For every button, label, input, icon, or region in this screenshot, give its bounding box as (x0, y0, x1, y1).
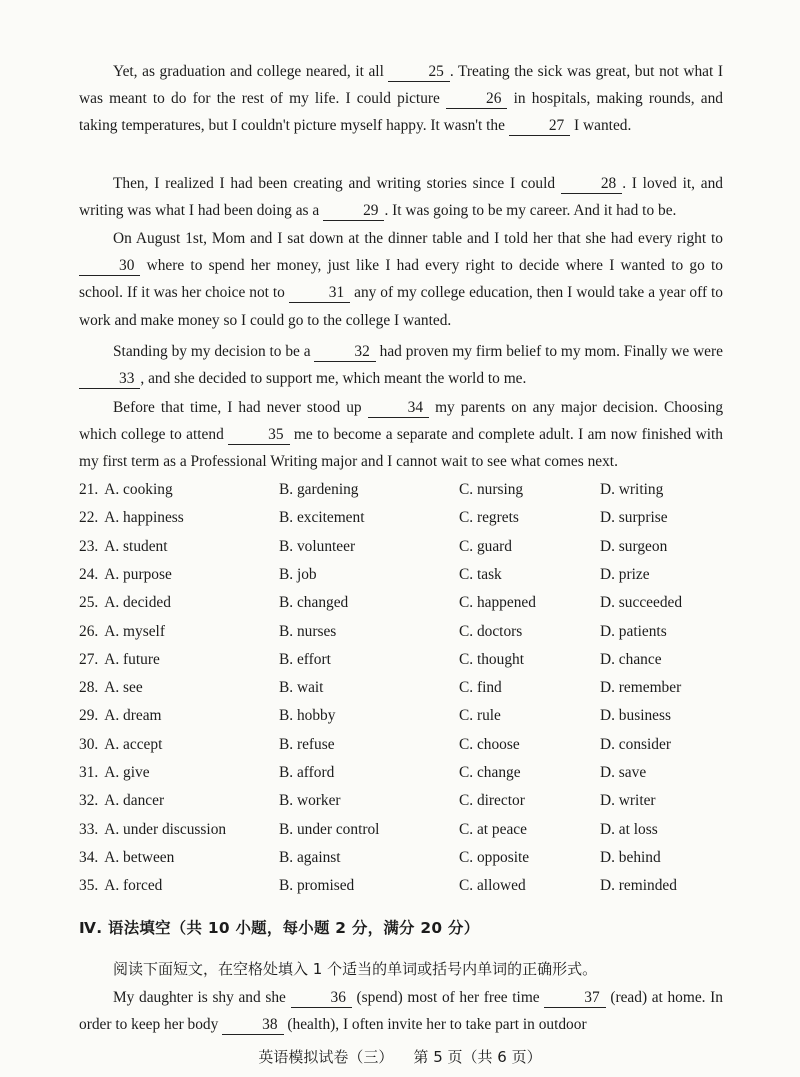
passage-text: . It was going to be my career. And it had to be. (384, 202, 677, 220)
option-a (79, 736, 162, 754)
option-text: A. happiness (104, 509, 184, 527)
option-c: C. doctors (459, 622, 523, 640)
passage-paragraph (79, 58, 723, 140)
passage-paragraph (79, 170, 723, 224)
option-a (79, 566, 172, 584)
option-d: D. succeeded (600, 594, 683, 612)
option-text: A. between (104, 848, 175, 866)
option-d: D. writer (600, 792, 656, 810)
question-number: 35. (79, 877, 99, 895)
option-b: B. against (279, 848, 341, 866)
option-a (79, 679, 143, 697)
option-d: D. surgeon (600, 537, 668, 555)
option-c: C. change (459, 764, 521, 781)
option-b: B. volunteer (279, 537, 356, 555)
blank-25: 25 (388, 63, 449, 82)
passage-text: Before that time, I had never stood up (113, 399, 368, 416)
option-c: C. regrets (459, 509, 519, 527)
option-row (79, 623, 739, 651)
question-number: 23. (79, 537, 99, 555)
question-number: 31. (79, 764, 99, 781)
option-b: B. effort (279, 650, 331, 668)
option-c: C. thought (459, 650, 524, 668)
option-d: D. consider (600, 735, 671, 753)
option-c: C. happened (459, 594, 536, 612)
option-a (79, 707, 162, 725)
blank-28: 28 (561, 175, 622, 194)
option-row (79, 679, 739, 707)
option-c: C. director (459, 792, 525, 810)
option-text: A. see (104, 679, 143, 697)
question-number: 26. (79, 622, 99, 640)
passage-paragraph (79, 338, 723, 392)
passage-text: Standing by my decision to be a (113, 343, 315, 360)
option-row (79, 538, 739, 566)
option-b: B. afford (279, 764, 335, 781)
blank-37: 37 (544, 989, 605, 1008)
option-text: A. give (104, 764, 150, 781)
option-a (79, 764, 150, 782)
option-text: A. purpose (104, 565, 172, 583)
question-number: 30. (79, 735, 99, 753)
option-c: C. at peace (459, 820, 527, 838)
blank-26: 26 (446, 90, 507, 109)
option-c: C. rule (459, 707, 501, 725)
option-a (79, 594, 171, 612)
passage-text: had proven my firm belief to my mom. Finally we were (375, 343, 723, 360)
option-text: A. dancer (104, 792, 165, 810)
question-number: 24. (79, 565, 99, 583)
option-d: D. remember (600, 679, 682, 697)
blank-33: 33 (79, 370, 140, 389)
option-row (79, 594, 739, 622)
passage-text: any of my college education, then I would take a year off to work and make money so I could go to the college I wanted. (79, 284, 723, 329)
blank-34: 34 (368, 399, 429, 418)
option-b: B. worker (279, 792, 341, 810)
option-text: A. cooking (104, 481, 173, 498)
option-c: C. nursing (459, 481, 524, 498)
passage-text: Then, I realized I had been creating and writing stories since I could (113, 175, 561, 192)
passage-text: in hospitals, making rounds, and taking temperatures, but I couldn't picture myself happy. It wasn't the (79, 90, 723, 135)
option-text: A. student (104, 537, 168, 555)
passage-text: Yet, as graduation and college neared, it all (113, 63, 389, 80)
blank-38: 38 (222, 1016, 283, 1035)
option-d: D. reminded (600, 877, 677, 895)
question-number: 22. (79, 509, 99, 527)
option-b: B. under control (279, 820, 380, 838)
option-c: C. opposite (459, 848, 530, 866)
section-instruction: 阅读下面短文，在空格处填入 1 个适当的单词或括号内单词的正确形式。 (113, 960, 598, 978)
option-b: B. excitement (279, 509, 365, 527)
option-row (79, 736, 739, 764)
option-text: A. dream (104, 707, 162, 725)
option-d: D. patients (600, 622, 667, 640)
blank-31: 31 (289, 284, 350, 303)
option-b: B. changed (279, 594, 349, 612)
option-row (79, 651, 739, 679)
option-b: B. nurses (279, 622, 337, 640)
option-text: A. under discussion (104, 820, 227, 838)
exam-name: 英语模拟试卷（三） (258, 1048, 394, 1066)
question-number: 25. (79, 594, 99, 612)
option-d: D. business (600, 707, 671, 725)
passage-text: . Treating the sick was great, but not what I was meant to do for the rest of my life. I could picture (79, 63, 723, 108)
option-text: A. accept (104, 735, 163, 753)
blank-32: 32 (314, 343, 375, 362)
option-b: B. refuse (279, 735, 335, 753)
option-d: D. prize (600, 565, 650, 583)
page-number: 第 5 页（共 6 页） (413, 1048, 542, 1066)
option-d: D. surprise (600, 509, 668, 527)
blank-36: 36 (291, 989, 352, 1008)
question-number: 34. (79, 848, 99, 866)
option-d: D. behind (600, 848, 661, 866)
option-row (79, 707, 739, 735)
option-a (79, 651, 160, 669)
option-c: C. find (459, 679, 502, 697)
passage-paragraph (79, 225, 723, 334)
page-footer (0, 1046, 800, 1067)
passage-text: I wanted. (570, 117, 632, 135)
option-row (79, 792, 739, 820)
passage-text: my parents on any major decision. Choosing which college to attend (79, 399, 724, 444)
grammar-passage (79, 984, 723, 1038)
blank-35: 35 (228, 426, 289, 445)
option-row (79, 509, 739, 537)
question-number: 27. (79, 650, 99, 668)
question-number: 29. (79, 707, 99, 725)
option-c: C. choose (459, 735, 520, 753)
option-b: B. wait (279, 679, 324, 697)
option-row (79, 821, 739, 849)
option-c: C. allowed (459, 877, 526, 895)
option-row (79, 481, 739, 509)
passage-text: (spend) most of her free time (351, 989, 545, 1006)
option-b: B. job (279, 565, 317, 583)
option-c: C. task (459, 565, 502, 583)
question-number: 28. (79, 679, 99, 697)
blank-30: 30 (79, 257, 140, 276)
passage-text: . I loved it, and writing was what I had been doing as a (79, 175, 723, 220)
passage-text: me to become a separate and complete adult. I am now finished with my first term as a Professional Writing major and I cannot wait to see what comes next. (79, 426, 723, 471)
option-a (79, 821, 226, 839)
option-row (79, 566, 739, 594)
option-d: D. save (600, 764, 647, 781)
question-number: 32. (79, 792, 99, 810)
passage-paragraph (79, 394, 723, 476)
option-d: D. chance (600, 650, 662, 668)
option-b: B. gardening (279, 481, 359, 498)
option-d: D. writing (600, 481, 664, 498)
option-d: D. at loss (600, 820, 658, 838)
passage-text: (read) at home. In order to keep her body (79, 989, 723, 1034)
option-a (79, 877, 162, 895)
option-a (79, 481, 173, 499)
option-text: A. decided (104, 594, 171, 612)
passage-text: My daughter is shy and she (113, 989, 291, 1006)
blank-27: 27 (509, 117, 570, 136)
option-a (79, 849, 174, 867)
option-a (79, 623, 165, 641)
option-a (79, 792, 164, 810)
option-row (79, 877, 739, 905)
option-text: A. forced (104, 877, 163, 895)
blank-29: 29 (323, 202, 384, 221)
passage-text: On August 1st, Mom and I sat down at the dinner table and I told her that she had every right to (113, 230, 723, 247)
option-text: A. future (104, 650, 160, 668)
section-title: Ⅳ. 语法填空（共 10 小题，每小题 2 分，满分 20 分） (79, 919, 480, 937)
question-number: 21. (79, 481, 99, 498)
option-a (79, 538, 168, 556)
option-row (79, 849, 739, 877)
passage-text: (health), I often invite her to take part in outdoor (283, 1016, 587, 1034)
option-b: B. promised (279, 877, 355, 895)
passage-text: where to spend her money, just like I had every right to decide where I wanted to go to school. If it was her choice not to (79, 257, 723, 302)
question-number: 33. (79, 820, 99, 838)
option-text: A. myself (104, 622, 165, 640)
passage-text: , and she decided to support me, which meant the world to me. (140, 370, 527, 388)
option-c: C. guard (459, 537, 513, 555)
option-row (79, 764, 739, 792)
option-a (79, 509, 184, 527)
option-b: B. hobby (279, 707, 336, 725)
